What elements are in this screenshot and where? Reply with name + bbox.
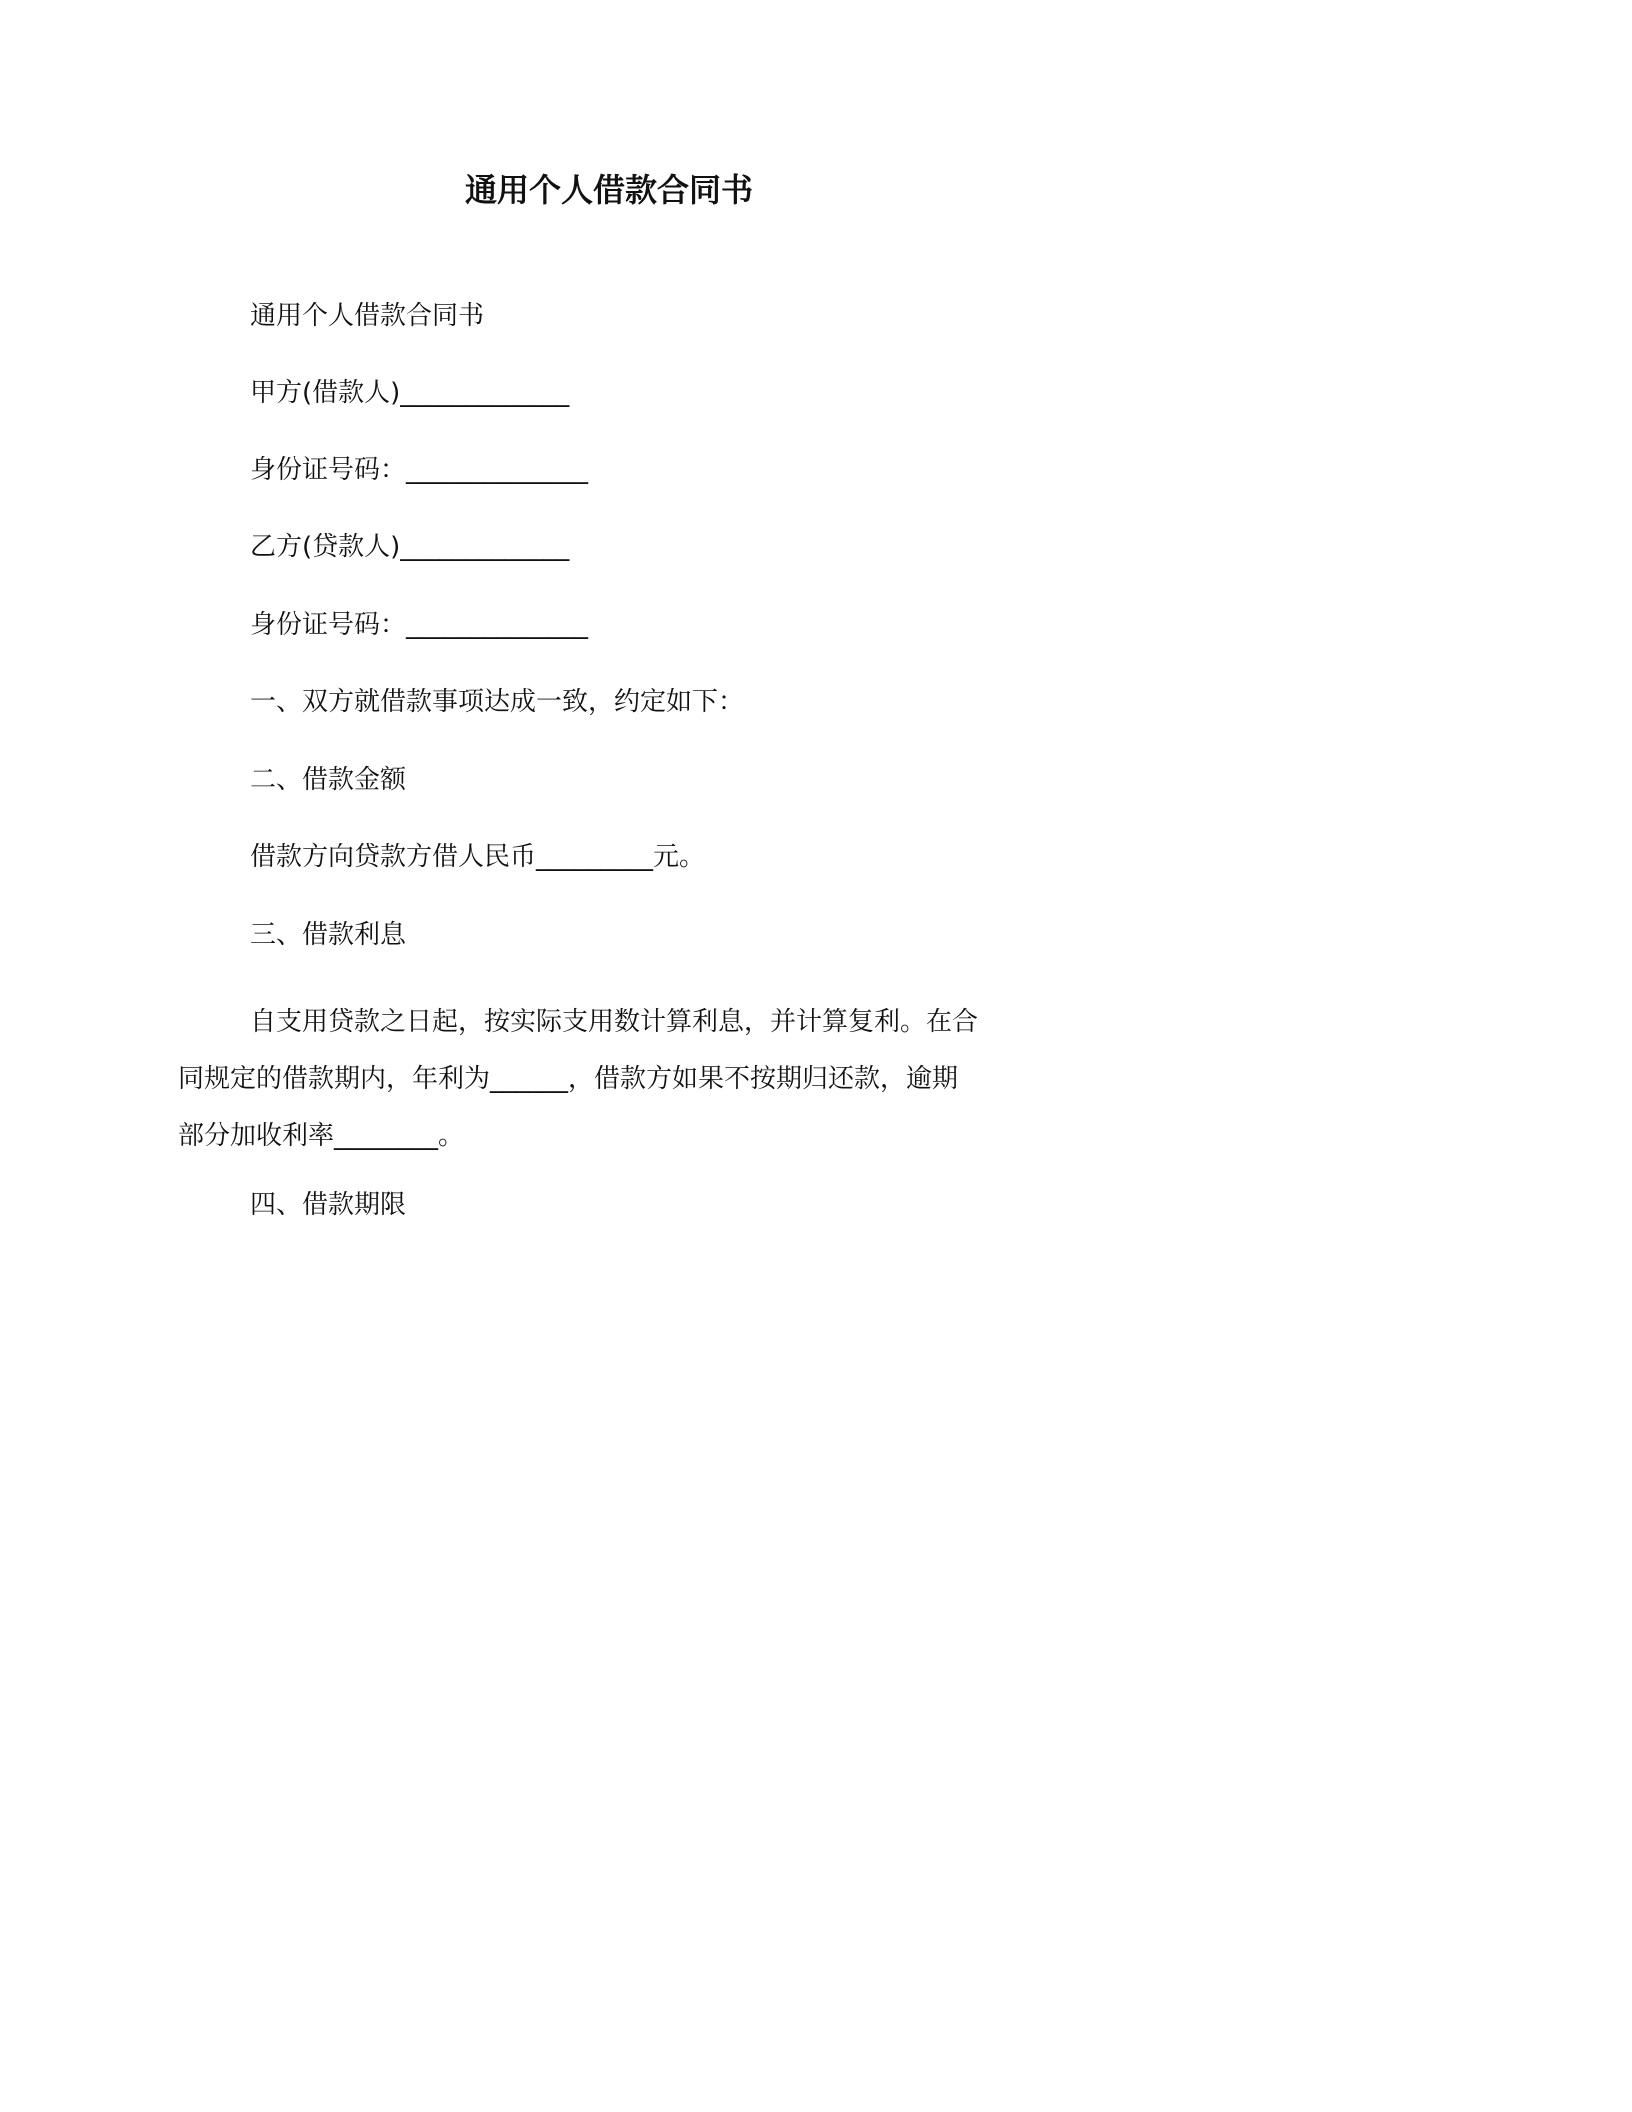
section-one-heading: 一、双方就借款事项达成一致，约定如下： xyxy=(250,687,745,717)
interest-paragraph-line: 同规定的借款期内，年利为______，借款方如果不按期归还款，逾期 xyxy=(178,1064,959,1094)
party-a-borrower-line: 甲方(借款人)_____________ xyxy=(250,378,570,408)
section-four-heading: 四、借款期限 xyxy=(250,1190,407,1220)
section-three-heading: 三、借款利息 xyxy=(250,920,407,950)
interest-paragraph-line: 部分加收利率________。 xyxy=(178,1121,465,1151)
party-b-id-number-line: 身份证号码：______________ xyxy=(250,610,589,640)
loan-amount-line: 借款方向贷款方借人民币_________元。 xyxy=(250,842,706,872)
party-a-id-number-line: 身份证号码：______________ xyxy=(250,455,589,485)
party-b-lender-line: 乙方(贷款人)_____________ xyxy=(250,532,570,562)
section-two-heading: 二、借款金额 xyxy=(250,765,407,795)
page-title: 通用个人借款合同书 xyxy=(464,171,753,209)
interest-paragraph xyxy=(178,994,1030,1165)
subtitle-line: 通用个人借款合同书 xyxy=(250,301,485,331)
interest-paragraph-line: 自支用贷款之日起，按实际支用数计算利息，并计算复利。在合 xyxy=(250,1007,979,1037)
